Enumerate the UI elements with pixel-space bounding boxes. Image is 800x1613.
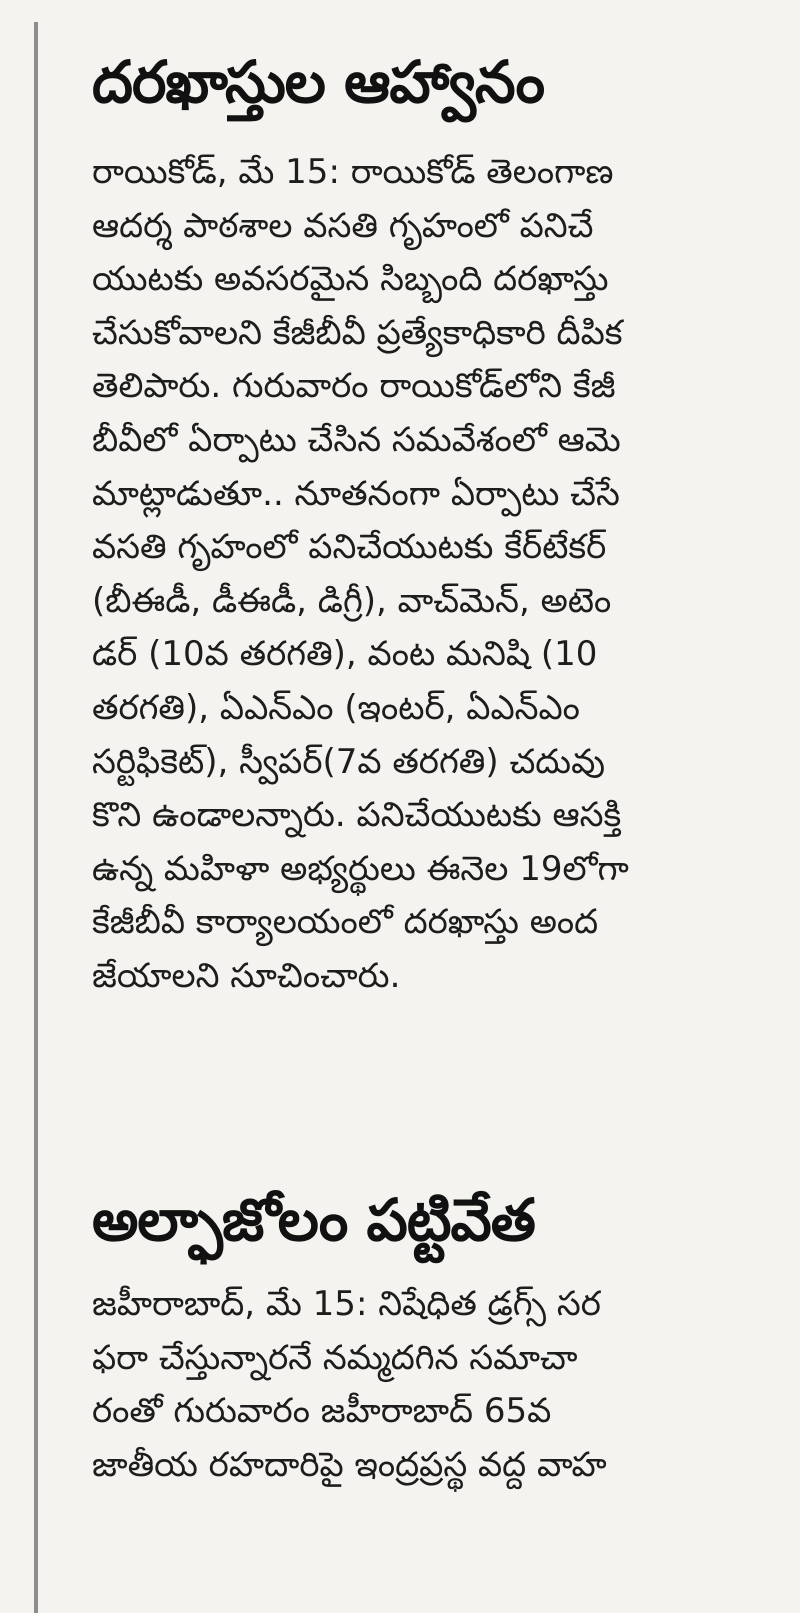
article-body <box>92 146 742 1004</box>
body-line: వసతి గృహంలో పనిచేయుటకు కేర్‌టేకర్ <box>92 527 607 568</box>
article-body <box>92 1278 742 1492</box>
column-divider <box>34 22 38 1613</box>
body-line: రంతో గురువారం జహీరాబాద్ 65వ <box>92 1391 552 1432</box>
article-headline: అల్ఫాజోలం పట్టివేత <box>92 1186 535 1254</box>
body-line: బీవీలో ఏర్పాటు చేసిన సమవేశంలో ఆమె <box>92 419 621 460</box>
body-line: జహీరాబాద్, మే 15: నిషేధిత డ్రగ్స్ సర <box>92 1284 601 1324</box>
body-line: మాట్లాడుతూ.. నూతనంగా ఏర్పాటు చేసే <box>92 473 620 514</box>
body-line: జేయాలని సూచించారు. <box>92 955 401 996</box>
article-headline: దరఖాస్తుల ఆహ్వానం <box>92 48 544 116</box>
body-line: తెలిపారు. గురువారం రాయికోడ్‌లోని కేజీ <box>92 366 616 407</box>
body-line: చేసుకోవాలని కేజీబీవీ ప్రత్యేకాధికారి దీపిక <box>92 312 623 353</box>
body-line: ఫరా చేస్తున్నారనే నమ్మదగిన సమాచా <box>92 1337 578 1378</box>
body-line: డర్ (10వ తరగతి), వంట మనిషి (10 <box>92 634 598 675</box>
body-line: కేజీబీవీ కార్యాలయంలో దరఖాస్తు అంద <box>92 902 599 943</box>
article-alprazolam-seized <box>92 1178 742 1492</box>
body-line: తరగతి), ఏఎన్ఎం (ఇంటర్, ఏఎన్ఎం <box>92 687 580 728</box>
body-line: రాయికోడ్, మే 15: రాయికోడ్ తెలంగాణ <box>92 152 614 192</box>
body-line: యుటకు అవసరమైన సిబ్బంది దరఖాస్తు <box>92 259 609 300</box>
body-line: కొని ఉండాలన్నారు. పనిచేయుటకు ఆసక్తి <box>92 795 622 836</box>
body-line: జాతీయ రహదారిపై ఇంద్రప్రస్థ వద్ద వాహ <box>92 1444 607 1485</box>
body-line: ఆదర్శ పాఠశాల వసతి గృహంలో పనిచే <box>92 205 594 246</box>
body-line: ఉన్న మహిళా అభ్యర్థులు ఈనెల 19లోగా <box>92 848 629 889</box>
article-applications-invited <box>92 40 742 1004</box>
body-line: సర్టిఫికెట్), స్వీపర్(7వ తరగతి) చదువు <box>92 741 605 782</box>
body-line: (బీఈడీ, డీఈడీ, డిగ్రీ), వాచ్‌మెన్, అటెం <box>92 580 612 621</box>
